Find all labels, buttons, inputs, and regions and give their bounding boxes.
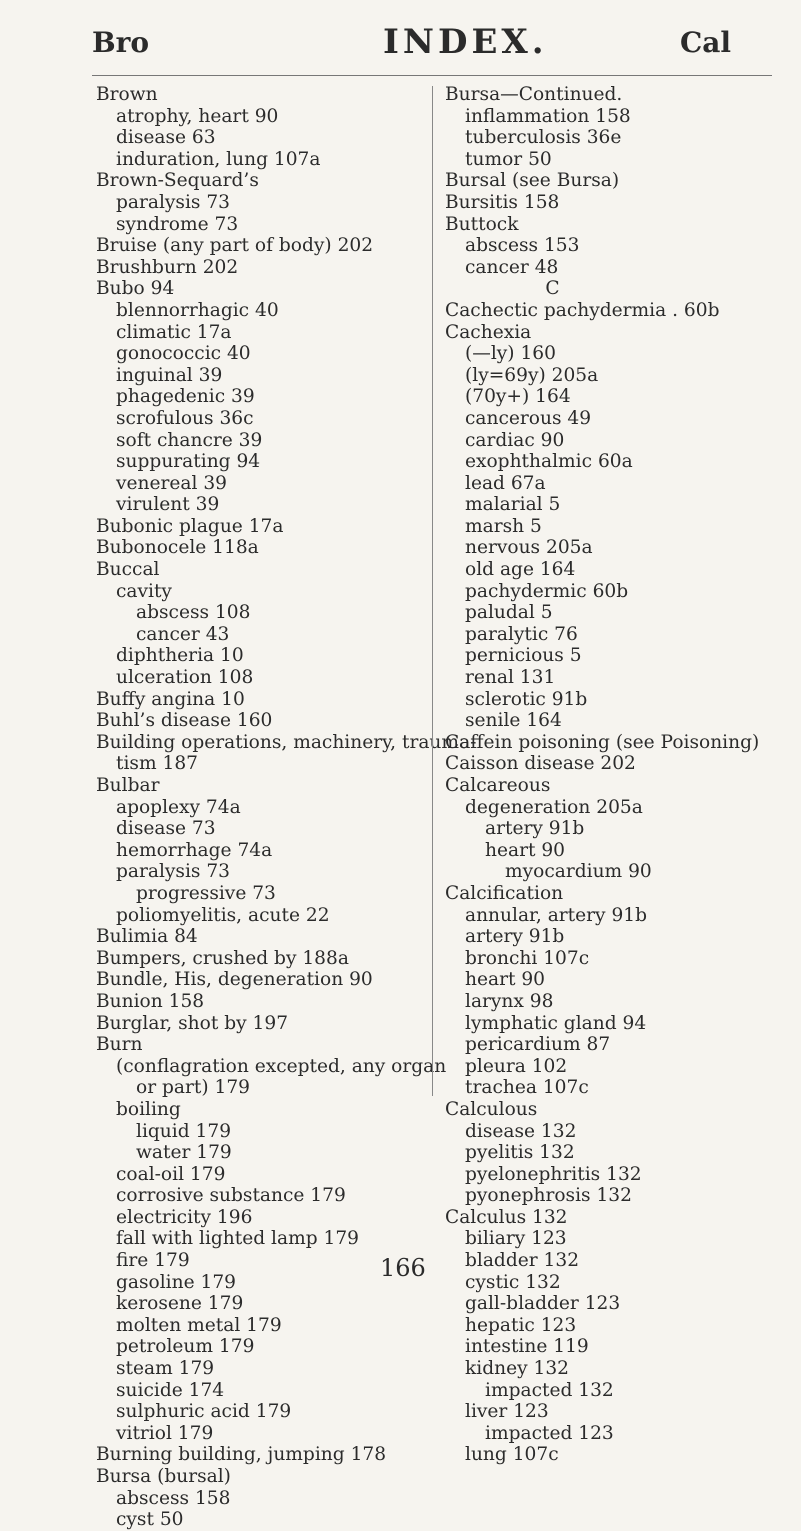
- index-heading: Caffein poisoning (see Poisoning): [445, 731, 760, 753]
- column-divider: [432, 86, 433, 1096]
- index-subentry: syndrome 73: [116, 213, 239, 235]
- index-subentry: renal 131: [465, 667, 556, 689]
- index-heading: Bundle, His, degeneration 90: [96, 969, 373, 991]
- index-subentry: impacted 132: [485, 1379, 614, 1401]
- index-subentry: soft chancre 39: [116, 429, 263, 451]
- index-subentry: gasoline 179: [116, 1271, 236, 1293]
- index-column-right: [445, 84, 790, 1466]
- index-heading: Brown-Sequard’s: [96, 170, 259, 192]
- page-header: [0, 22, 801, 72]
- index-subentry: intestine 119: [465, 1336, 589, 1358]
- index-subentry: climatic 17a: [116, 321, 232, 343]
- index-heading: Bruise (any part of body) 202: [96, 235, 374, 257]
- index-subentry: cancer 43: [136, 623, 230, 645]
- index-subentry: lung 107c: [465, 1444, 559, 1466]
- index-subentry: steam 179: [116, 1358, 215, 1380]
- index-subentry: abscess 158: [116, 1487, 231, 1509]
- index-subentry: liver 123: [465, 1401, 549, 1423]
- index-subentry: atrophy, heart 90: [116, 105, 279, 127]
- index-heading: Bulimia 84: [96, 926, 198, 948]
- index-heading: Calcareous: [445, 775, 551, 796]
- index-subentry: myocardium 90: [505, 861, 652, 883]
- index-heading: Bursitis 158: [445, 191, 560, 213]
- index-subentry: scrofulous 36c: [116, 407, 254, 429]
- index-heading: Bumpers, crushed by 188a: [96, 947, 349, 969]
- index-heading: Cachectic pachydermia . 60b: [445, 299, 720, 321]
- index-subentry: ulceration 108: [116, 667, 254, 689]
- index-subentry: coal-oil 179: [116, 1163, 226, 1185]
- header-title: INDEX.: [383, 22, 548, 62]
- index-subentry: lead 67a: [465, 472, 546, 494]
- index-subentry: lymphatic gland 94: [465, 1012, 647, 1034]
- index-subentry: nervous 205a: [465, 537, 593, 559]
- index-heading: Calcification: [445, 882, 564, 904]
- index-heading: Bunion 158: [96, 990, 205, 1012]
- index-subentry: pleura 102: [465, 1055, 568, 1077]
- index-subentry: water 179: [136, 1142, 232, 1164]
- index-heading: Burn: [96, 1034, 143, 1056]
- index-subentry: sulphuric acid 179: [116, 1401, 292, 1423]
- index-heading: Buhl’s disease 160: [96, 710, 273, 732]
- index-subentry: heart 90: [485, 839, 565, 861]
- index-subentry: phagedenic 39: [116, 386, 255, 408]
- index-heading: Caisson disease 202: [445, 753, 636, 775]
- index-subentry: old age 164: [465, 559, 576, 581]
- index-subentry: blennorrhagic 40: [116, 299, 279, 321]
- index-subentry: exophthalmic 60a: [465, 451, 633, 473]
- index-subentry: abscess 108: [136, 602, 251, 624]
- header-right-guide-word: Cal: [680, 26, 732, 59]
- index-subentry: kerosene 179: [116, 1293, 244, 1315]
- index-heading: Brown: [96, 84, 158, 105]
- index-subentry: degeneration 205a: [465, 796, 643, 818]
- index-subentry: impacted 123: [485, 1422, 614, 1444]
- index-subentry: apoplexy 74a: [116, 796, 241, 818]
- index-subentry: sclerotic 91b: [465, 688, 588, 710]
- index-subentry: pyelitis 132: [465, 1142, 575, 1164]
- index-subentry: (70y+) 164: [465, 386, 571, 408]
- index-heading: Bulbar: [96, 775, 160, 796]
- index-heading: Burning building, jumping 178: [96, 1444, 387, 1466]
- index-subentry: hemorrhage 74a: [116, 839, 273, 861]
- index-subentry: inguinal 39: [116, 364, 223, 386]
- index-subentry: disease 73: [116, 818, 216, 840]
- index-heading: Buttock: [445, 213, 519, 235]
- index-subentry: molten metal 179: [116, 1314, 282, 1336]
- index-subentry: diphtheria 10: [116, 645, 244, 667]
- index-subentry: inflammation 158: [465, 105, 631, 127]
- index-subentry: bladder 132: [465, 1250, 580, 1272]
- index-column-left: [96, 84, 477, 1531]
- index-subentry: vitriol 179: [116, 1422, 214, 1444]
- index-subentry: corrosive substance 179: [116, 1185, 346, 1207]
- index-subentry: suppurating 94: [116, 451, 261, 473]
- index-subentry: gonococcic 40: [116, 343, 251, 365]
- index-heading: Calculous: [445, 1098, 538, 1120]
- index-subentry: (—ly) 160: [465, 343, 556, 365]
- index-subentry: artery 91b: [485, 818, 585, 840]
- index-subentry: suicide 174: [116, 1379, 225, 1401]
- index-subentry: induration, lung 107a: [116, 148, 321, 170]
- index-subentry: kidney 132: [465, 1358, 569, 1380]
- index-subentry: petroleum 179: [116, 1336, 255, 1358]
- index-subentry: heart 90: [465, 969, 545, 991]
- index-subentry: cancer 48: [465, 256, 559, 278]
- index-subentry: paralysis 73: [116, 861, 231, 883]
- index-subentry: disease 63: [116, 127, 216, 149]
- page-number: 166: [380, 1254, 426, 1282]
- index-subentry: fall with lighted lamp 179: [116, 1228, 360, 1250]
- index-subentry: pernicious 5: [465, 645, 582, 667]
- index-subentry: biliary 123: [465, 1228, 567, 1250]
- header-left-guide-word: Bro: [92, 26, 150, 59]
- index-heading: Cachexia: [445, 321, 532, 343]
- index-heading: Buffy angina 10: [96, 688, 245, 710]
- index-subentry: marsh 5: [465, 515, 542, 537]
- index-subentry: cancerous 49: [465, 407, 592, 429]
- index-heading: Buccal: [96, 559, 160, 581]
- index-subentry: cardiac 90: [465, 429, 565, 451]
- index-heading: Bursa (bursal): [96, 1466, 231, 1487]
- index-subentry: trachea 107c: [465, 1077, 589, 1099]
- index-subentry: abscess 153: [465, 235, 580, 257]
- index-subentry: poliomyelitis, acute 22: [116, 904, 330, 926]
- index-subentry: pericardium 87: [465, 1034, 611, 1056]
- index-heading: Bursa—Continued.: [445, 84, 623, 105]
- index-subentry: tumor 50: [465, 148, 552, 170]
- index-subentry: disease 132: [465, 1120, 577, 1142]
- index-subentry: bronchi 107c: [465, 947, 590, 969]
- index-subentry: tuberculosis 36e: [465, 127, 622, 149]
- index-subentry: pachydermic 60b: [465, 580, 629, 602]
- index-heading: Bubonocele 118a: [96, 537, 259, 559]
- index-heading: Calculus 132: [445, 1206, 568, 1228]
- header-rule: [92, 75, 772, 76]
- index-subentry: electricity 196: [116, 1206, 253, 1228]
- index-subentry: boiling: [116, 1098, 181, 1120]
- index-heading: Burglar, shot by 197: [96, 1012, 289, 1034]
- index-subentry: fire 179: [116, 1250, 190, 1272]
- index-heading: Bubo 94: [96, 278, 175, 300]
- index-subentry: (conflagration excepted, any organ: [116, 1055, 447, 1077]
- section-letter: C: [545, 278, 560, 300]
- index-heading: Building operations, machinery, trauma-: [96, 731, 477, 753]
- index-subentry: progressive 73: [136, 882, 276, 904]
- index-subentry: larynx 98: [465, 990, 554, 1012]
- index-subentry: or part) 179: [136, 1077, 250, 1099]
- index-subentry: pyonephrosis 132: [465, 1185, 632, 1207]
- index-subentry: senile 164: [465, 710, 562, 732]
- index-subentry: (ly=69y) 205a: [465, 364, 599, 386]
- index-subentry: annular, artery 91b: [465, 904, 648, 926]
- index-heading: Bursal (see Bursa): [445, 170, 620, 192]
- index-subentry: cystic 132: [465, 1271, 561, 1293]
- index-subentry: paludal 5: [465, 602, 553, 624]
- index-subentry: virulent 39: [116, 494, 220, 516]
- index-subentry: cavity: [116, 580, 172, 602]
- index-subentry: paralytic 76: [465, 623, 578, 645]
- index-subentry: paralysis 73: [116, 191, 231, 213]
- index-subentry: hepatic 123: [465, 1314, 577, 1336]
- index-heading: Bubonic plague 17a: [96, 515, 284, 537]
- index-subentry: artery 91b: [465, 926, 565, 948]
- index-subentry: pyelonephritis 132: [465, 1163, 642, 1185]
- index-subentry: gall-bladder 123: [465, 1293, 621, 1315]
- index-subentry: malarial 5: [465, 494, 561, 516]
- index-subentry: liquid 179: [136, 1120, 232, 1142]
- index-subentry: tism 187: [116, 753, 198, 775]
- index-subentry: cyst 50: [116, 1509, 184, 1531]
- index-heading: Brushburn 202: [96, 256, 239, 278]
- index-subentry: venereal 39: [116, 472, 227, 494]
